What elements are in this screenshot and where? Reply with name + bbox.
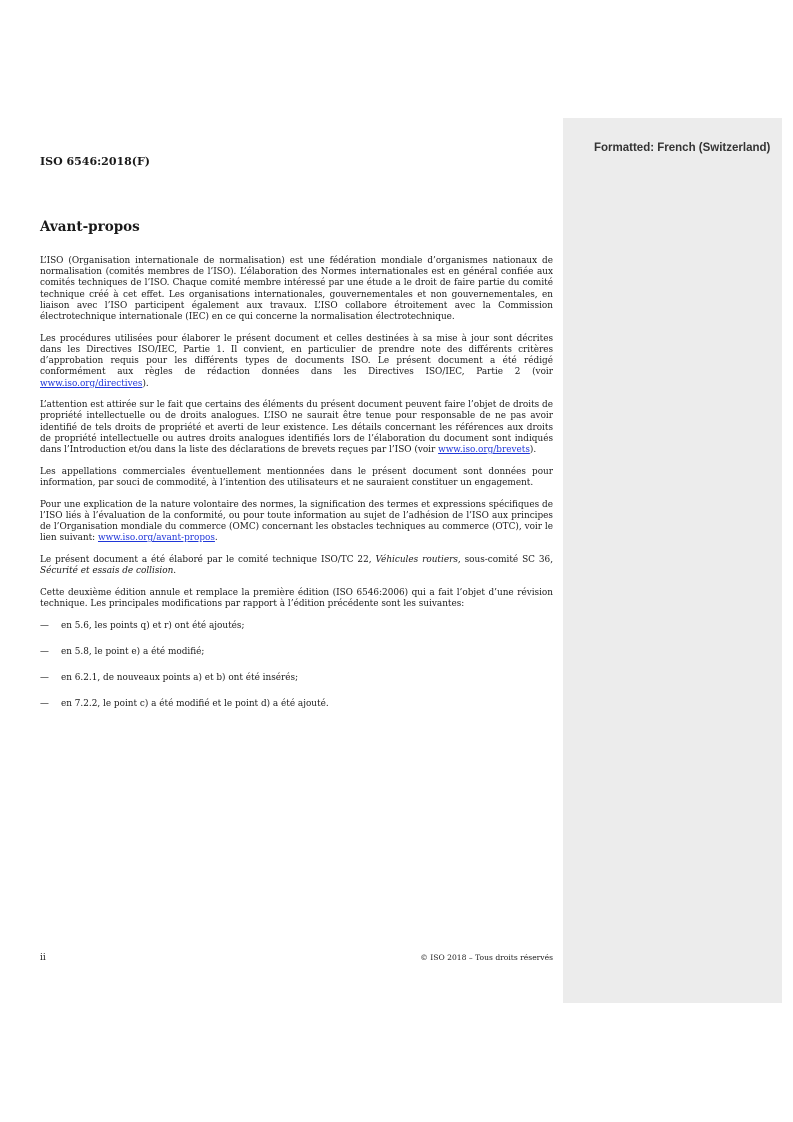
body-text xyxy=(40,256,553,726)
list-item: — en 5.8, le point e) a été modifié; xyxy=(40,646,205,657)
section-heading: Avant-propos xyxy=(40,219,140,235)
committee-name: Véhicules routiers xyxy=(375,554,458,565)
comment-format-label: Formatted: French (Switzerland) xyxy=(594,142,771,154)
page-number: ii xyxy=(40,953,46,963)
directives-link[interactable]: www.iso.org/directives xyxy=(40,378,143,389)
patents-link[interactable]: www.iso.org/brevets xyxy=(438,445,530,456)
paragraph-patents: L’attention est attirée sur le fait que certains des éléments du présent document peuvent faire l’objet de droits de propriété intellectuelle ou de droits analogues. L’ISO ne saurait être tenue pour responsable de ne pas avoir identifié de tels droits de propriété et averti de leur existence. Les détails concernant les références aux droits de propriété intellectuelle ou autres droits analogues identifiés lors de l’élaboration du document sont indiqués dans l’Introduction et/ou dans la liste des déclarations de brevets reçues par l’ISO (voir www.iso.org/brevets). xyxy=(40,400,553,456)
list-dash: — xyxy=(40,699,49,710)
document-id: ISO 6546:2018(F) xyxy=(40,155,151,168)
foreword-link[interactable]: www.iso.org/avant-propos xyxy=(97,533,215,544)
list-dash: — xyxy=(40,620,49,631)
changes-list xyxy=(40,621,553,711)
paragraph-committee: Le présent document a été élaboré par le comité technique ISO/TC 22, Véhicules routiers, sous-comité SC 36, Sécurité et essais de collision. xyxy=(40,554,554,577)
paragraph-iso-intro: L’ISO (Organisation internationale de normalisation) est une fédération mondiale d’organismes nationaux de normalisation (comités membres de l’ISO). L’élaboration des Normes internationales est en général confiée aux comités techniques de l’ISO. Chaque comité membre intéressé par une étude a le droit de faire partie du comité technique créé à cet effet. Les organisations internationales, gouvernementales et non gouvernementales, en liaison avec l’ISO participent également aux travaux. L’ISO collabore étroitement avec la Commission électrotechnique internationale (IEC) en ce qui concerne la normalisation électrotechnique. xyxy=(40,256,553,323)
paragraph-trade-names: Les appellations commerciales éventuellement mentionnées dans le présent document sont données pour information, par souci de commodité, à l’intention des utilisateurs et ne sauraient constituer un engagement. xyxy=(40,466,553,488)
list-dash: — xyxy=(40,673,49,684)
comment-pane xyxy=(563,118,782,1003)
copyright-notice: © ISO 2018 – Tous droits réservés xyxy=(420,953,553,962)
list-item: — en 7.2.2, le point c) a été modifié et le point d) a été ajouté. xyxy=(40,699,329,710)
list-item: — en 5.6, les points q) et r) ont été ajoutés; xyxy=(40,620,245,631)
subcommittee-name: Sécurité et essais de collision xyxy=(40,566,174,577)
list-item: — en 6.2.1, de nouveaux points a) et b) ont été insérés; xyxy=(40,673,299,684)
paragraph-procedures: Les procédures utilisées pour élaborer le présent document et celles destinées à sa mise à jour sont décrites dans les Directives ISO/IEC, Partie 1. Il convient, en particulier de prendre note des différents critères d’approbation requis pour les différents types de documents ISO. Le présent document a été rédigé conformément aux règles de rédaction données dans les Directives ISO/IEC, Partie 2 (voir www.iso.org/directives). xyxy=(40,333,553,389)
document-page xyxy=(40,0,553,1122)
paragraph-voluntary-nature: Pour une explication de la nature volontaire des normes, la signification des termes et expressions spécifiques de l’ISO liés à l’évaluation de la conformité, ou pour toute information au sujet de l’adhésion de l’ISO aux principes de l’Organisation mondiale du commerce (OMC) concernant les obstacles techniques au commerce (OTC), voir le lien suivant: www.iso.org/avant-propos. xyxy=(40,499,553,544)
paragraph-edition: Cette deuxième édition annule et remplace la première édition (ISO 6546:2006) qui a fait l’objet d’une révision technique. Les principales modifications par rapport à l’édition précédente sont les suivantes: xyxy=(40,587,553,610)
list-dash: — xyxy=(40,646,49,657)
